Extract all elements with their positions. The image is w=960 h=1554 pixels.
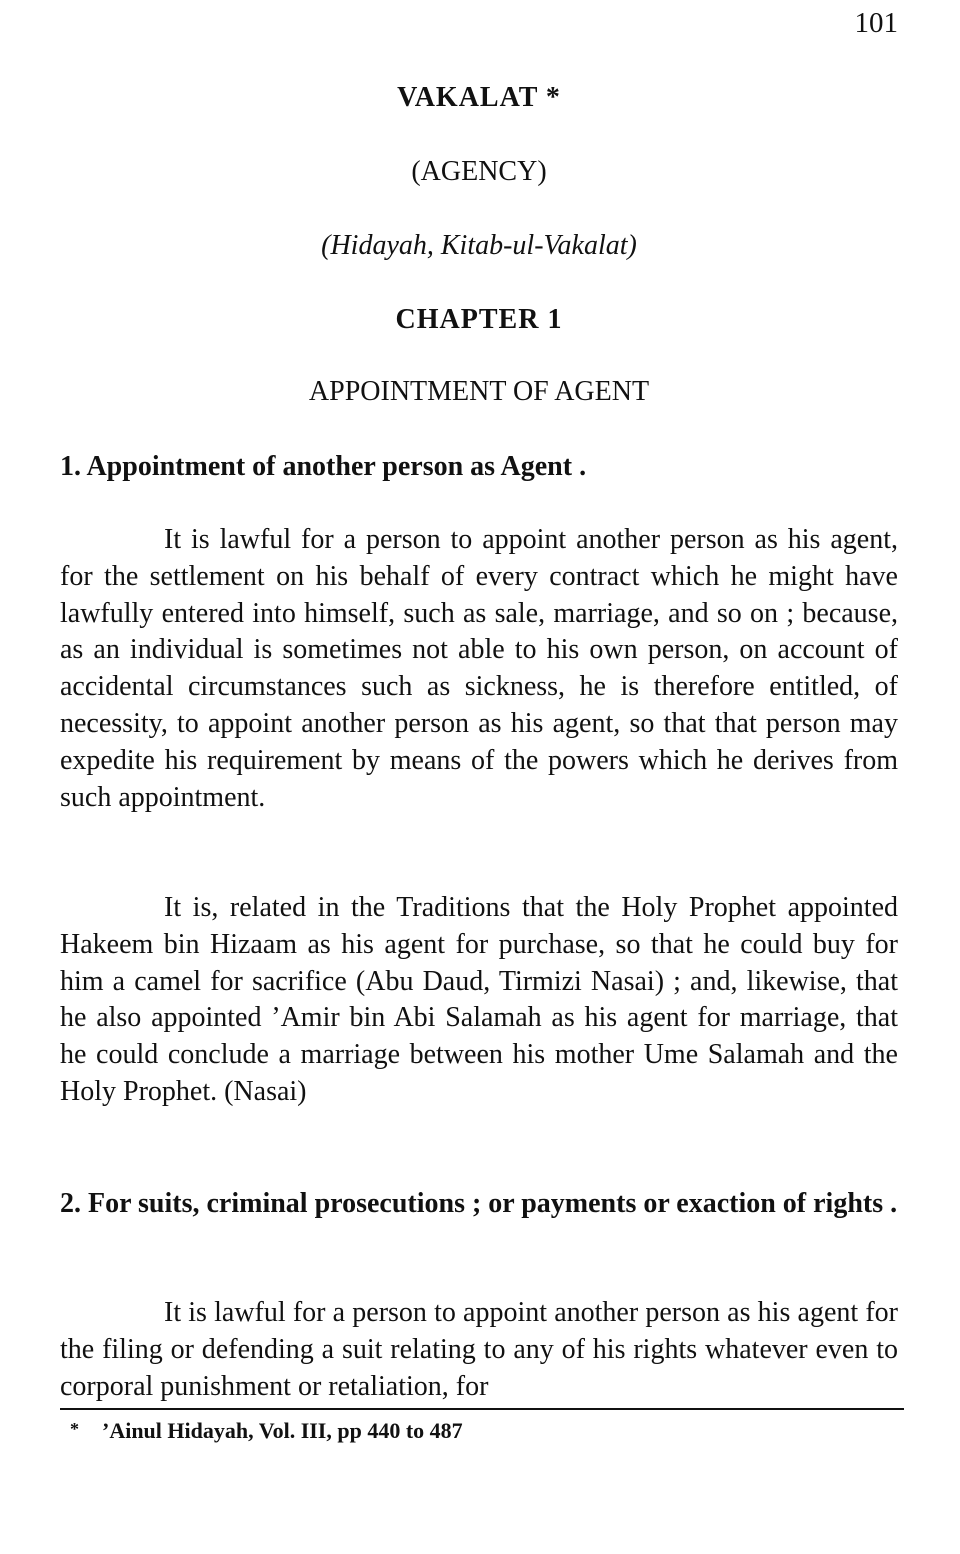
footnote-divider	[60, 1408, 904, 1410]
section-heading: 2. For suits, criminal prosecutions ; or payments or exaction of rights .	[60, 1188, 898, 1219]
book-page	[60, 0, 898, 1554]
footnote-text: ’Ainul Hidayah, Vol. III, pp 440 to 487	[102, 1418, 463, 1443]
footnote	[70, 1414, 463, 1446]
page-number: 101	[854, 7, 898, 39]
source-reference: (Hidayah, Kitab-ul-Vakalat)	[321, 230, 637, 261]
body-paragraph: It is, related in the Traditions that the Holy Prophet appointed Hakeem bin Hizaam as his agent for purchase, so that he could buy for him a camel for sacrifice (Abu Daud, Tirmizi Nasai) ; and, likewise, that he also appointed ’Amir bin Abi Salamah as his agent for marriage, that he could conclude a marriage between his mother Ume Salamah and the Holy Prophet. (Nasai)	[60, 892, 898, 1107]
body-paragraph: It is lawful for a person to appoint another person as his agent for the filing or defending a suit relating to any of his rights whatever even to corporal punishment or retaliation, for	[60, 1297, 898, 1402]
body-paragraph: It is lawful for a person to appoint another person as his agent, for the settlement on his behalf of every contract which he might have lawfully entered into himself, such as sale, marriage, and so on ; because, as an individual is sometimes not able to his own person, on account of accidental circumstances such as sickness, he is therefore entitled, of necessity, to appoint another person as his agent, so that that person may expedite his requirement by means of the powers which he derives from such appointment.	[60, 524, 898, 813]
section-heading: 1. Appointment of another person as Agent .	[60, 451, 587, 482]
page-subtitle: (AGENCY)	[411, 156, 547, 187]
page-title: VAKALAT *	[397, 82, 561, 113]
chapter-heading: CHAPTER 1	[395, 304, 563, 335]
footnote-mark: *	[70, 1419, 79, 1439]
chapter-title: APPOINTMENT OF AGENT	[308, 376, 650, 407]
